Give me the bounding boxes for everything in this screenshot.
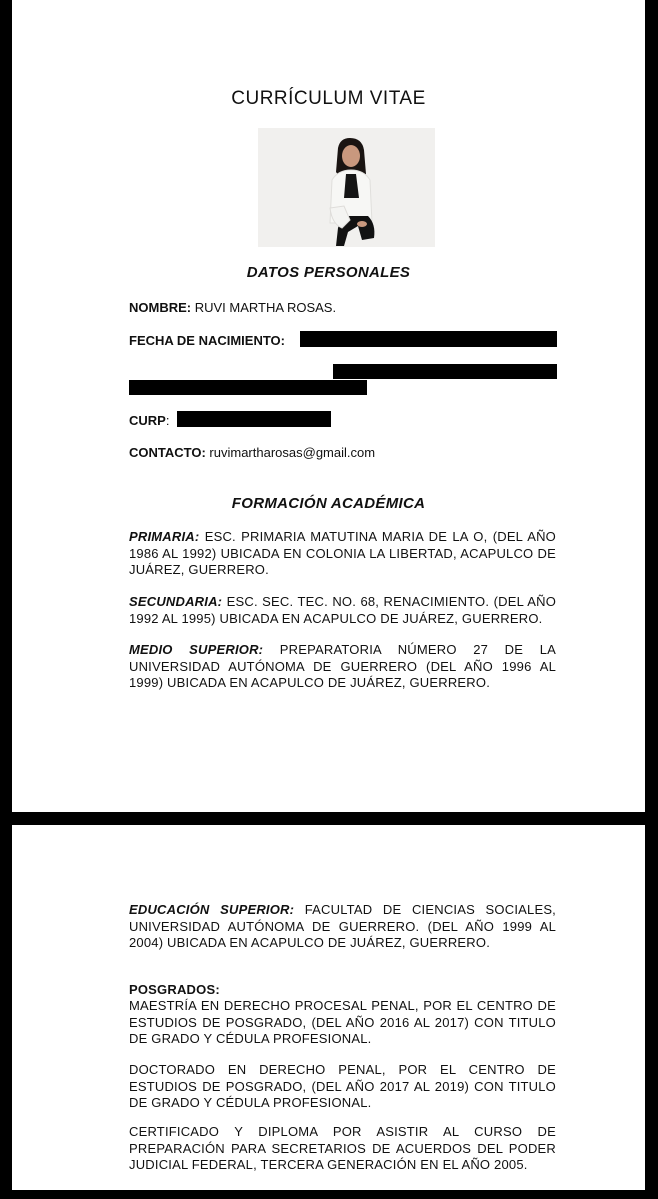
secundaria-paragraph — [129, 594, 556, 627]
doctorado-paragraph: DOCTORADO EN DERECHO PENAL, POR EL CENTRO DE ESTUDIOS DE POSGRADO, (DEL AÑO 2017 AL 2019) CON TITULO DE GRADO Y CÉDULA PROFESIONAL. — [129, 1062, 556, 1110]
educacion-superior-text: FACULTAD DE CIENCIAS SOCIALES, UNIVERSIDAD AUTÓNOMA DE GUERRERO. (DEL AÑO 1999 AL 2004) UBICADA EN ACAPULCO DE JUÁREZ, GUERRERO. — [129, 902, 556, 950]
curp-field — [129, 413, 169, 428]
maestria-paragraph: MAESTRÍA EN DERECHO PROCESAL PENAL, POR EL CENTRO DE ESTUDIOS DE POSGRADO, (DEL AÑO 2016 AL 2017) CON TITULO DE GRADO Y CÉDULA PROFESIONAL. — [129, 998, 556, 1046]
primaria-paragraph — [129, 529, 556, 579]
curp-colon: : — [165, 413, 170, 428]
educacion-superior-paragraph — [129, 902, 556, 952]
profile-photo — [258, 128, 435, 247]
contacto-label: CONTACTO: — [129, 445, 206, 460]
redacted-curp — [177, 411, 331, 427]
contacto-field — [129, 445, 375, 460]
document-page-1 — [12, 0, 645, 812]
redacted-fecha-nacimiento — [300, 331, 557, 347]
posgrados-label-row — [129, 982, 556, 999]
certificado-paragraph: CERTIFICADO Y DIPLOMA POR ASISTIR AL CURSO DE PREPARACIÓN PARA SECRETARIOS DE ACUERDOS DEL PODER JUDICIAL FEDERAL, TERCERA GENERACIÓN EN EL AÑO 2005. — [129, 1124, 556, 1172]
primaria-label: PRIMARIA: — [129, 529, 200, 544]
nombre-label: NOMBRE: — [129, 300, 192, 315]
educacion-superior-label: EDUCACIÓN SUPERIOR: — [129, 902, 295, 917]
medio-superior-label: MEDIO SUPERIOR: — [129, 642, 264, 657]
medio-superior-paragraph — [129, 642, 556, 692]
document-page-2 — [12, 825, 645, 1190]
document-title: CURRÍCULUM VITAE — [231, 88, 426, 109]
medio-superior-text: PREPARATORIA NÚMERO 27 DE LA UNIVERSIDAD AUTÓNOMA DE GUERRERO (DEL AÑO 1996 AL 1999) UBICADA EN ACAPULCO DE JUÁREZ, GUERRERO. — [129, 642, 556, 690]
datos-personales-heading: DATOS PERSONALES — [246, 264, 411, 281]
contacto-value: ruvimartharosas@gmail.com — [209, 445, 376, 460]
curp-label: CURP — [129, 413, 166, 428]
fecha-nacimiento-label: FECHA DE NACIMIENTO: — [129, 333, 285, 348]
posgrados-label: POSGRADOS: — [129, 982, 220, 997]
redacted-lugar-nacimiento-line1 — [333, 364, 557, 379]
formacion-academica-heading: FORMACIÓN ACADÉMICA — [231, 495, 426, 512]
secundaria-label: SECUNDARIA: — [129, 594, 223, 609]
profile-photo-image — [258, 128, 435, 247]
nombre-field — [129, 300, 336, 315]
primaria-text: ESC. PRIMARIA MATUTINA MARIA DE LA O, (DEL AÑO 1986 AL 1992) UBICADA EN COLONIA LA LIBERTAD, ACAPULCO DE JUÁREZ, GUERRERO. — [129, 529, 556, 577]
fecha-nacimiento-field — [129, 333, 285, 348]
secundaria-text: ESC. SEC. TEC. NO. 68, RENACIMIENTO. (DEL AÑO 1992 AL 1995) UBICADA EN ACAPULCO DE JUÁREZ, GUERRERO. — [129, 594, 556, 626]
redacted-lugar-nacimiento-line2 — [129, 380, 367, 395]
nombre-value: RUVI MARTHA ROSAS. — [194, 300, 337, 315]
